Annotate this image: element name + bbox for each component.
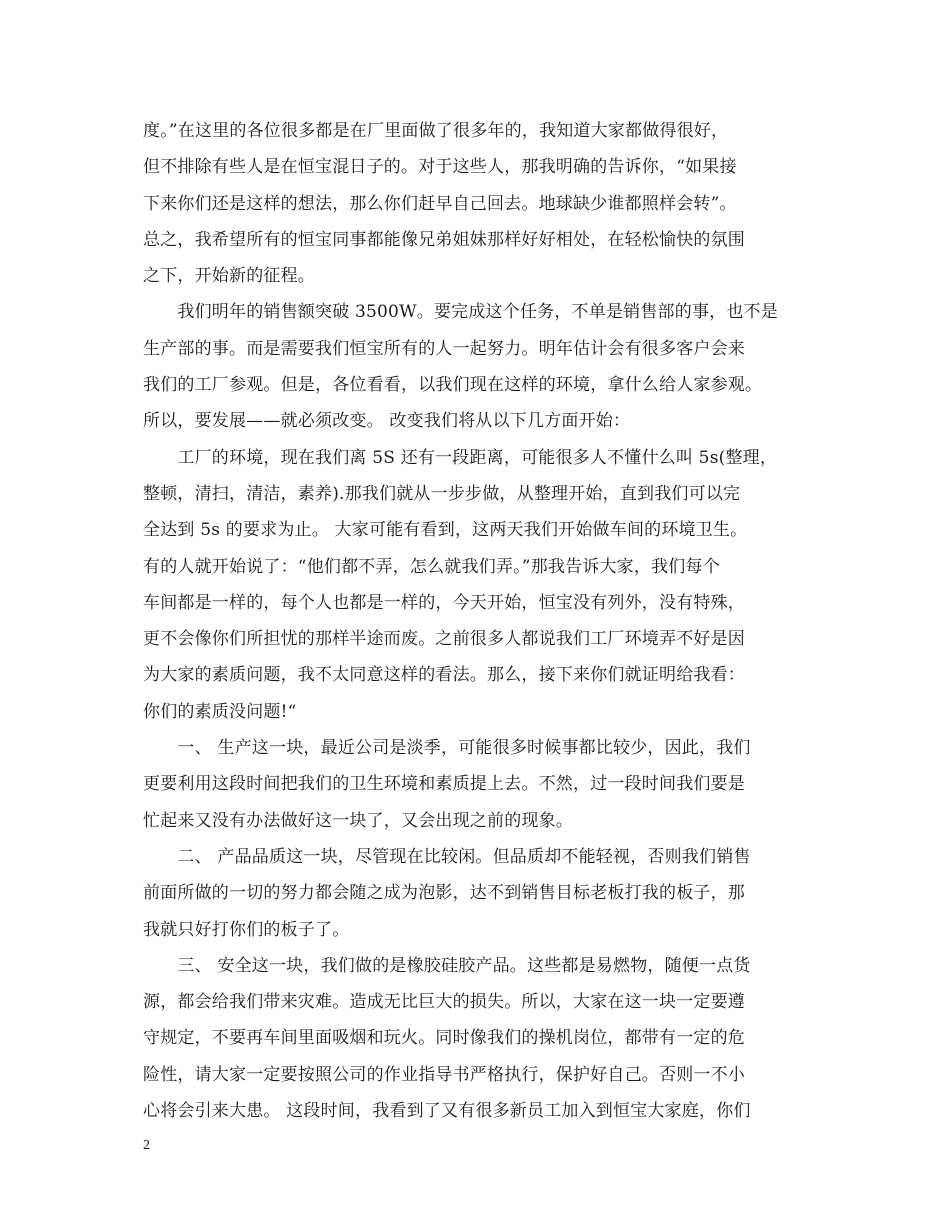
text-line: 之下，开始新的征程。	[143, 266, 315, 287]
text-line: 生产部的事。而是需要我们恒宝所有的人一起努力。明年估计会有很多客户会来	[143, 338, 745, 359]
text-line: 所以，要发展——就必须改变。 改变我们将从以下几方面开始：	[143, 411, 631, 432]
text-line: 工厂的环境，现在我们离 5S 还有一段距离，可能很多人不懂什么叫 5s(整理，	[143, 447, 778, 468]
text-line: 守规定，不要再车间里面吸烟和玩火。同时像我们的操机岗位，都带有一定的危	[143, 1028, 745, 1049]
text-line: 整顿，清扫，清洁，素养).那我们就从一步步做，从整理开始，直到我们可以完	[143, 483, 741, 504]
text-line: 但不排除有些人是在恒宝混日子的。对于这些人，那我明确的告诉你，“如果接	[143, 157, 737, 178]
text-line: 更要利用这段时间把我们的卫生环境和素质提上去。不然，过一段时间我们要是	[143, 774, 745, 795]
text-line: 你们的素质没问题!“	[143, 701, 297, 722]
text-line: 下来你们还是这样的想法，那么你们赶早自己回去。地球缺少谁都照样会转”。	[143, 193, 737, 214]
text-line: 为大家的素质问题，我不太同意这样的看法。那么，接下来你们就证明给我看：	[143, 665, 745, 686]
page-number: 2	[143, 1138, 150, 1153]
text-line: 我就只好打你们的板子了。	[143, 919, 350, 940]
text-line: 源，都会给我们带来灾难。造成无比巨大的损失。所以，大家在这一块一定要遵	[143, 992, 745, 1013]
text-line: 心将会引来大患。 这段时间，我看到了又有很多新员工加入到恒宝大家庭，你们	[143, 1101, 751, 1122]
document-body	[143, 113, 815, 1129]
text-line: 二、 产品品质这一块，尽管现在比较闲。但品质却不能轻视，否则我们销售	[143, 846, 751, 867]
text-line: 我们明年的销售额突破 3500W。要完成这个任务，不单是销售部的事，也不是	[143, 302, 778, 323]
text-line: 三、 安全这一块，我们做的是橡胶硅胶产品。这些都是易燃物，随便一点货	[143, 955, 751, 976]
text-line: 一、 生产这一块，最近公司是淡季，可能很多时候事都比较少，因此，我们	[143, 738, 751, 759]
text-line: 总之，我希望所有的恒宝同事都能像兄弟姐妹那样好好相处，在轻松愉快的氛围	[143, 229, 745, 250]
text-line: 车间都是一样的，每个人也都是一样的，今天开始，恒宝没有列外，没有特殊，	[143, 592, 745, 613]
text-line: 有的人就开始说了：“他们都不弄，怎么就我们弄。”那我告诉大家，我们每个	[143, 556, 720, 577]
text-line: 险性，请大家一定要按照公司的作业指导书严格执行，保护好自己。否则一不小	[143, 1064, 745, 1085]
text-line: 全达到 5s 的要求为止。 大家可能有看到，这两天我们开始做车间的环境卫生。	[143, 520, 748, 541]
text-line: 度。”在这里的各位很多都是在厂里面做了很多年的，我知道大家都做得很好，	[143, 121, 729, 141]
text-line: 更不会像你们所担忧的那样半途而废。之前很多人都说我们工厂环境弄不好是因	[143, 629, 745, 650]
text-line: 我们的工厂参观。但是，各位看看，以我们现在这样的环境，拿什么给人家参观。	[143, 375, 763, 396]
text-line: 忙起来又没有办法做好这一块了，又会出现之前的现象。	[143, 810, 573, 831]
text-line: 前面所做的一切的努力都会随之成为泡影，达不到销售目标老板打我的板子，那	[143, 883, 745, 904]
